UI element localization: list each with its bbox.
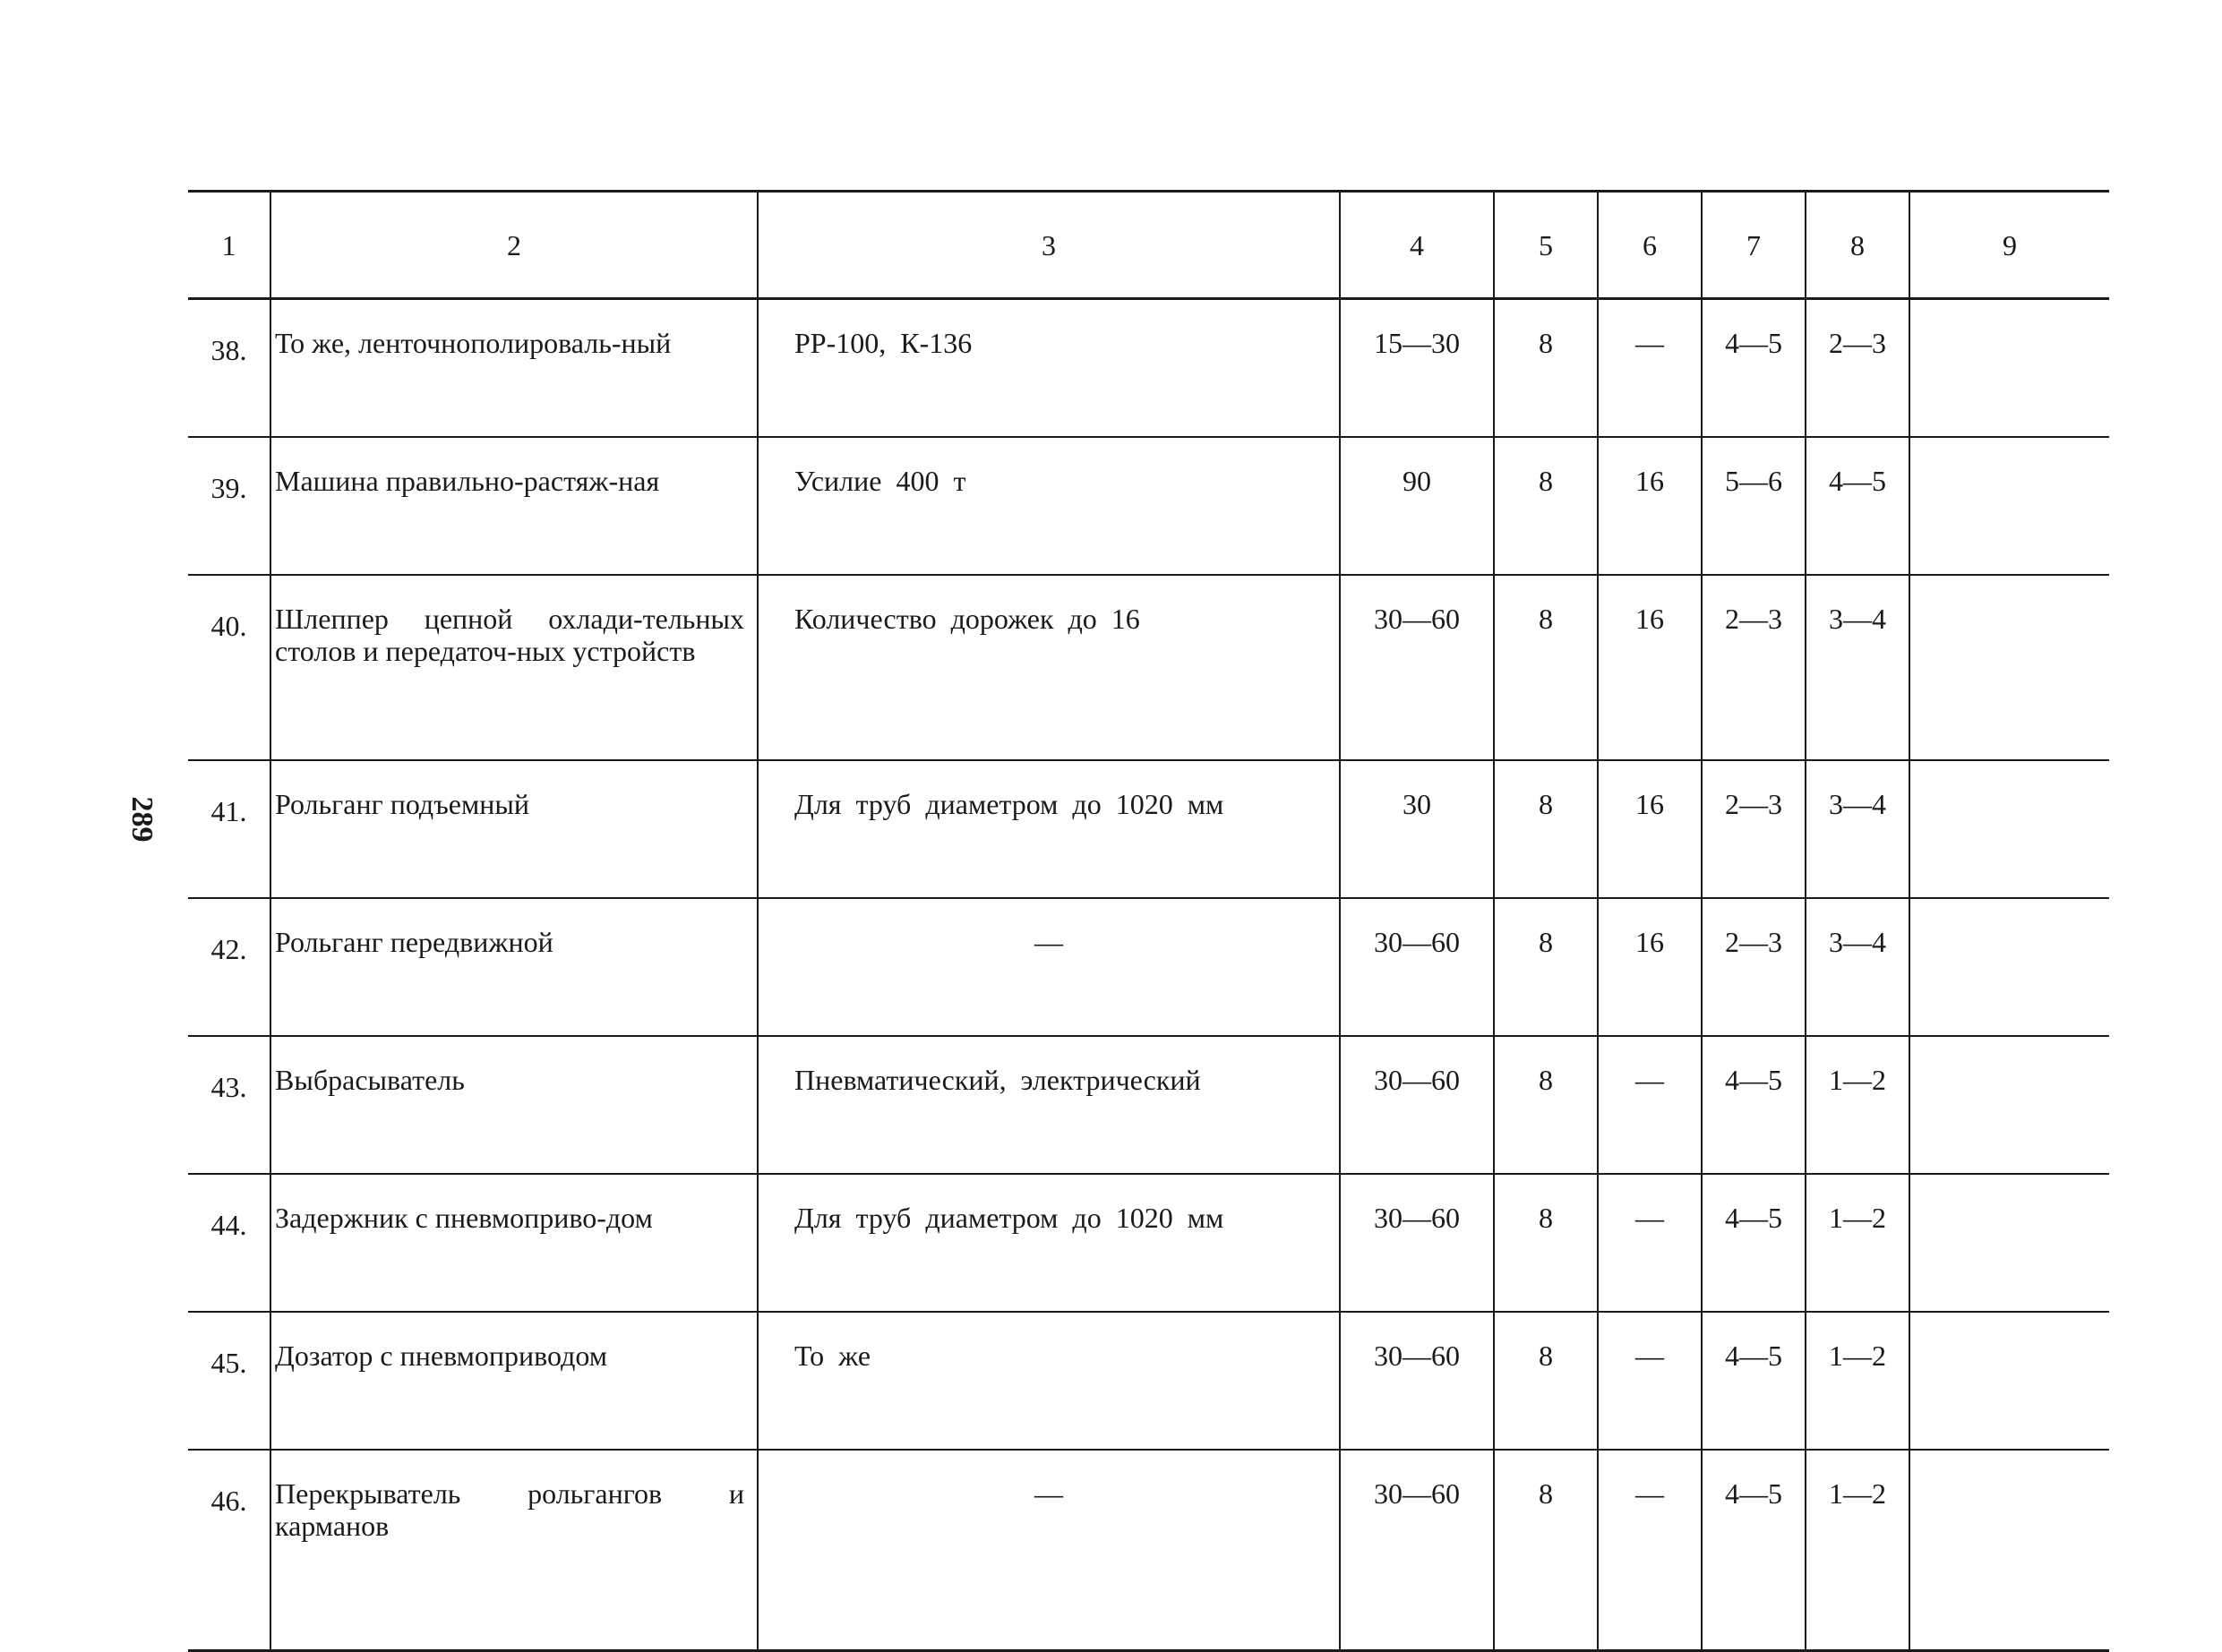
cell-col-4: 30—60 [1340, 1036, 1494, 1174]
cell-col-9 [1909, 1312, 2109, 1450]
row-number: 40. [188, 575, 270, 760]
row-number: 45. [188, 1312, 270, 1450]
equipment-spec: То же [758, 1312, 1340, 1450]
equipment-name: Машина правильно-растяж-ная [270, 437, 758, 575]
equipment-name: То же, ленточнополироваль-ный [270, 299, 758, 438]
cell-col-6: 16 [1598, 437, 1702, 575]
cell-col-5: 8 [1494, 299, 1598, 438]
cell-col-9 [1909, 299, 2109, 438]
cell-col-6: — [1598, 1450, 1702, 1651]
cell-col-7: 2—3 [1702, 760, 1806, 898]
cell-col-6: 16 [1598, 575, 1702, 760]
table-row [188, 1450, 2109, 1651]
header-col-5: 5 [1494, 192, 1598, 299]
equipment-name: Шлеппер цепной охлади-тельных столов и передаточ-ных устройств [270, 575, 758, 760]
cell-col-4: 30—60 [1340, 1312, 1494, 1450]
header-col-1: 1 [188, 192, 270, 299]
cell-col-7: 4—5 [1702, 1312, 1806, 1450]
equipment-spec: Количество дорожек до 16 [758, 575, 1340, 760]
cell-col-8: 1—2 [1806, 1450, 1909, 1651]
cell-col-7: 4—5 [1702, 1036, 1806, 1174]
row-number: 46. [210, 1485, 247, 1517]
cell-col-4: 30—60 [1340, 1174, 1494, 1312]
row-number: 38. [188, 299, 270, 438]
cell-col-8: 1—2 [1806, 1312, 1909, 1450]
equipment-name: Рольганг подъемный [270, 760, 758, 898]
cell-col-6: — [1598, 1312, 1702, 1450]
cell-col-8: 3—4 [1806, 575, 1909, 760]
cell-col-7: 4—5 [1702, 1450, 1806, 1651]
cell-col-5: 8 [1494, 575, 1598, 760]
table-row [188, 898, 2109, 1036]
table-body [188, 299, 2109, 1651]
table-row [188, 1174, 2109, 1312]
table-row [188, 760, 2109, 898]
equipment-name: Перекрыватель рольгангов и карманов [270, 1450, 758, 1651]
cell-col-8: 2—3 [1806, 299, 1909, 438]
page-number: 289 [125, 796, 159, 843]
table-row [188, 1036, 2109, 1174]
cell-col-7: 4—5 [1702, 299, 1806, 438]
cell-col-4: 30 [1340, 760, 1494, 898]
cell-col-8: 3—4 [1806, 898, 1909, 1036]
table-row [188, 299, 2109, 438]
cell-col-4: 90 [1340, 437, 1494, 575]
cell-col-9 [1909, 1450, 2109, 1651]
cell-col-6: — [1598, 1036, 1702, 1174]
cell-col-6: — [1598, 299, 1702, 438]
cell-col-9 [1909, 575, 2109, 760]
cell-col-5: 8 [1494, 1036, 1598, 1174]
header-col-7: 7 [1702, 192, 1806, 299]
equipment-spec: — [758, 1450, 1340, 1651]
equipment-name: Рольганг передвижной [270, 898, 758, 1036]
cell-col-5: 8 [1494, 1174, 1598, 1312]
table-row [188, 1312, 2109, 1450]
equipment-spec: — [758, 898, 1340, 1036]
cell-col-6: 16 [1598, 760, 1702, 898]
equipment-name: Задержник с пневмоприво-дом [270, 1174, 758, 1312]
cell-col-5: 8 [1494, 760, 1598, 898]
cell-col-6: 16 [1598, 898, 1702, 1036]
header-row [188, 192, 2109, 299]
cell-col-7: 5—6 [1702, 437, 1806, 575]
row-number: 39. [188, 437, 270, 575]
header-col-2: 2 [270, 192, 758, 299]
header-col-6: 6 [1598, 192, 1702, 299]
cell-col-9 [1909, 760, 2109, 898]
header-col-4: 4 [1340, 192, 1494, 299]
header-col-8: 8 [1806, 192, 1909, 299]
row-number: 43. [188, 1036, 270, 1174]
cell-col-9 [1909, 898, 2109, 1036]
cell-col-8: 1—2 [1806, 1174, 1909, 1312]
equipment-name: Выбрасыватель [270, 1036, 758, 1174]
equipment-name: Дозатор с пневмоприводом [270, 1312, 758, 1450]
table-row [188, 575, 2109, 760]
cell-col-5: 8 [1494, 1450, 1598, 1651]
equipment-spec: Усилие 400 т [758, 437, 1340, 575]
row-number: 42. [188, 898, 270, 1036]
equipment-table [188, 190, 2109, 1652]
cell-col-8: 3—4 [1806, 760, 1909, 898]
cell-col-4: 30—60 [1340, 575, 1494, 760]
equipment-spec: Для труб диаметром до 1020 мм [758, 1174, 1340, 1312]
cell-col-4: 30—60 [1340, 898, 1494, 1036]
cell-col-5: 8 [1494, 437, 1598, 575]
header-col-9: 9 [1909, 192, 2109, 299]
cell-col-4: 30—60 [1340, 1450, 1494, 1651]
header-col-3: 3 [758, 192, 1340, 299]
cell-col-7: 4—5 [1702, 1174, 1806, 1312]
cell-col-8: 1—2 [1806, 1036, 1909, 1174]
cell-col-9 [1909, 437, 2109, 575]
cell-col-7: 2—3 [1702, 898, 1806, 1036]
equipment-spec: Для труб диаметром до 1020 мм [758, 760, 1340, 898]
cell-col-8: 4—5 [1806, 437, 1909, 575]
table-row [188, 437, 2109, 575]
cell-col-7: 2—3 [1702, 575, 1806, 760]
equipment-spec: РР-100, К-136 [758, 299, 1340, 438]
equipment-spec: Пневматический, электрический [758, 1036, 1340, 1174]
table-header [188, 192, 2109, 299]
cell-col-9 [1909, 1174, 2109, 1312]
row-number: 41. [188, 760, 270, 898]
cell-col-6: — [1598, 1174, 1702, 1312]
equipment-table-container [188, 190, 2109, 1652]
row-number: 44. [188, 1174, 270, 1312]
cell-col-5: 8 [1494, 898, 1598, 1036]
cell-col-9 [1909, 1036, 2109, 1174]
cell-col-4: 15—30 [1340, 299, 1494, 438]
cell-col-5: 8 [1494, 1312, 1598, 1450]
